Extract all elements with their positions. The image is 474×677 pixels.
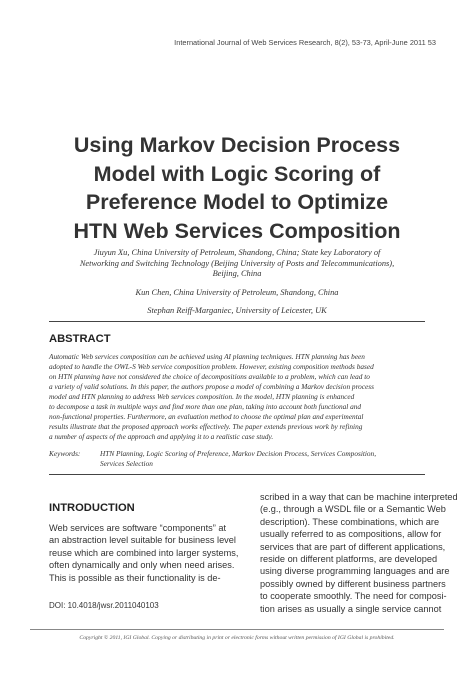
body-line: possibly owned by different business partners [260,578,446,589]
paper-title [30,131,444,245]
intro-right-column [260,491,456,615]
abstract-heading: ABSTRACT [49,333,111,345]
keywords-line: Services Selection [100,459,153,468]
footer-rule [30,629,444,630]
abstract-body [49,352,425,442]
body-line: reside on different platforms, are developed [260,554,438,565]
body-line: an abstraction level suitable for business level [49,535,236,546]
body-line: description). These combinations, which are [260,516,440,527]
body-line: using diverse programming languages and are [260,566,450,577]
abstract-line: a variety of valid solutions. In this paper, the authors propose a model of combining a Markov decision process [49,382,374,391]
copyright-notice: Copyright © 2011, IGI Global. Copying or distributing in print or electronic forms without written permission of IGI Global is prohibited. [79,635,395,641]
body-line: services that are part of different applications, [260,541,446,552]
doi: DOI: 10.4018/jwsr.2011040103 [49,601,159,610]
body-line: usually referred to as compositions, allow for [260,529,442,540]
body-line: This is possible as their functionality is de- [49,572,221,583]
intro-left-column [49,522,245,584]
body-line: reuse which are combined into larger systems, [49,547,239,558]
author-list [40,248,434,317]
author-affiliation-line: Networking and Switching Technology (Beijing University of Posts and Telecommunications), [79,258,395,268]
keywords-line: HTN Planning, Logic Scoring of Preference, Markov Decision Process, Services Composition, [100,449,377,458]
keywords-label: Keywords: [49,449,81,458]
abstract-line: model and HTN planning to address Web services composition. In the model, HTN planning is enhanced [49,392,355,401]
author-affiliation-line: Kun Chen, China University of Petroleum, Shandong, China [135,287,339,297]
abstract-line: non-functional properties. Furthermore, an evaluation method to choose the optimal plan and experimental [49,412,364,421]
abstract-line: on HTN planning have not considered the choice of decompositions available to a problem, which can lead to [49,372,370,381]
body-line: Web services are software “components” at [49,523,227,533]
body-line: scribed in a way that can be machine interpreted [260,492,458,502]
body-line: (e.g., through a WSDL file or a Semantic Web [260,504,446,515]
body-line: often dynamically and only when need arises. [49,560,235,571]
abstract-line: Automatic Web services composition can be achieved using AI planning techniques. HTN planning has been [49,352,365,361]
introduction-heading: INTRODUCTION [49,502,135,514]
abstract-line: adopted to handle the OWL-S Web service composition problem. However, existing composition methods based [49,362,374,371]
abstract-bottom-rule [49,474,425,475]
title-line: Model with Logic Scoring of [93,161,381,186]
abstract-line: to decompose a task in multiple ways and find more than one plan, taking into account both functional and [49,402,362,411]
author-affiliation-line: Jiuyun Xu, China University of Petroleum, Shandong, China; State key Laboratory of [93,248,381,257]
journal-header: International Journal of Web Services Research, 8(2), 53-73, April-June 2011 53 [174,38,436,47]
author-affiliation-line: Beijing, China [212,269,262,279]
body-line: tion arises as usually a single service cannot [260,603,442,614]
keywords-list [100,449,430,469]
title-line: Using Markov Decision Process [73,133,401,157]
title-line: Preference Model to Optimize [85,190,389,214]
abstract-line: a number of aspects of the approach and applying it to a realistic case study. [49,432,274,441]
abstract-top-rule [49,321,425,322]
abstract-line: results illustrate that the proposed approach works effectively. The paper extends previous work by refining [49,422,363,431]
author-affiliation-line: Stephan Reiff-Marganiec, University of Leicester, UK [147,306,327,316]
title-line: HTN Web Services Composition [73,218,401,243]
body-line: to cooperate smoothly. The need for composi- [260,591,447,602]
